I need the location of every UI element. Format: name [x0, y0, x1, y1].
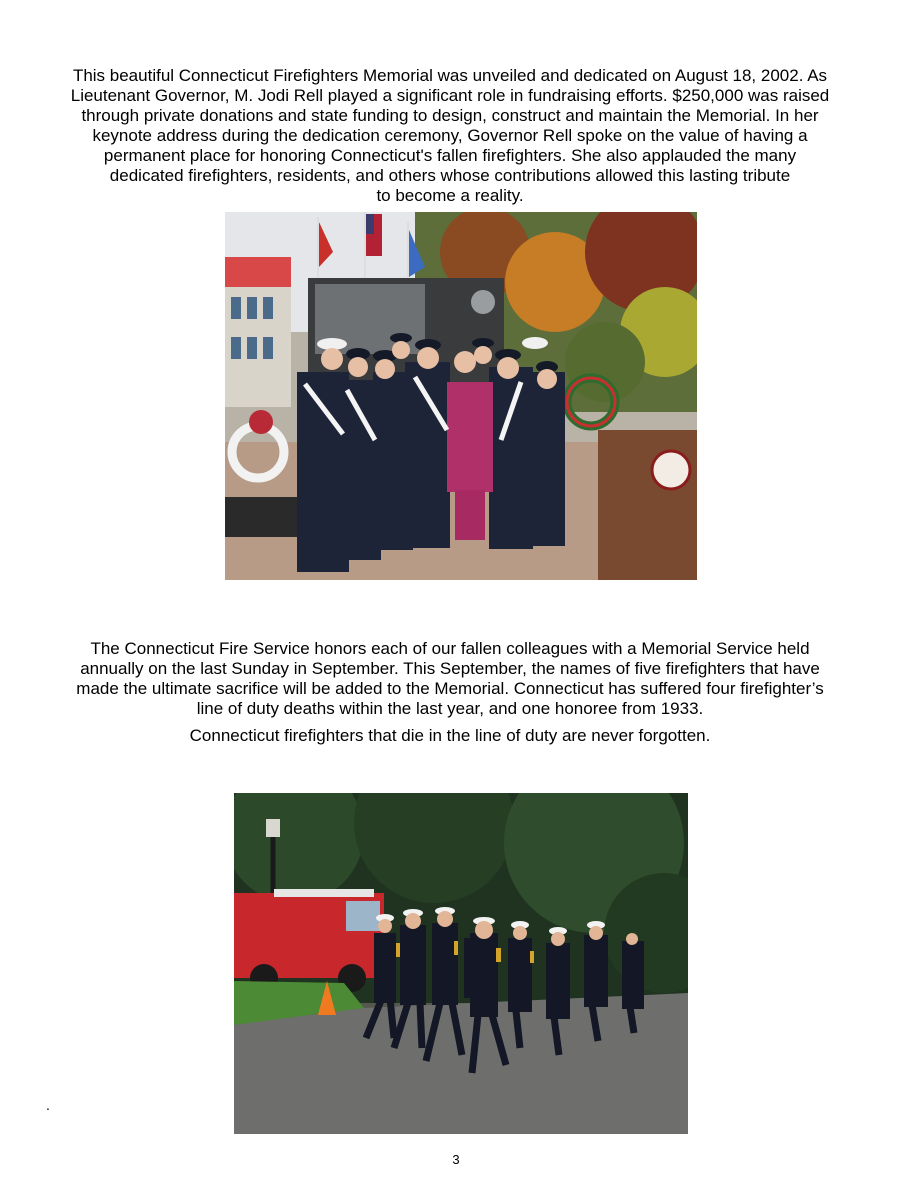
- memorial-service-paragraph: The Connecticut Fire Service honors each of our fallen colleagues with a Memorial Service held annually on the last Sunday in September. This September, the names of five firefighters that have made the ultimate sacrifice will be added to the Memorial. Connecticut has suffered four firefighter’s line of duty deaths within the last year, and one honoree from 1933.: [76, 639, 824, 718]
- firefighter-procession-illustration: [234, 793, 688, 1134]
- never-forgotten-paragraph: Connecticut firefighters that die in the line of duty are never forgotten.: [189, 726, 711, 745]
- firefighter-procession-photo: [234, 793, 688, 1134]
- page-number: 3: [452, 1152, 460, 1167]
- memorial-dedication-photo: [225, 212, 697, 580]
- memorial-dedication-illustration: [225, 212, 697, 580]
- stray-period-mark: .: [46, 1097, 50, 1113]
- memorial-dedication-paragraph: This beautiful Connecticut Firefighters Memorial was unveiled and dedicated on August 18, 2002. As Lieutenant Governor, M. Jodi Rell played a significant role in fundraising efforts. $250,000 was raised through private donations and state funding to design, construct and maintain the Memorial. In her keynote address during the dedication ceremony, Governor Rell spoke on the value of having a permanent place for honoring Connecticut's fallen firefighters. She also applauded the many dedicated firefighters, residents, and others whose contributions allowed this lasting tribute to become a reality.: [70, 66, 830, 205]
